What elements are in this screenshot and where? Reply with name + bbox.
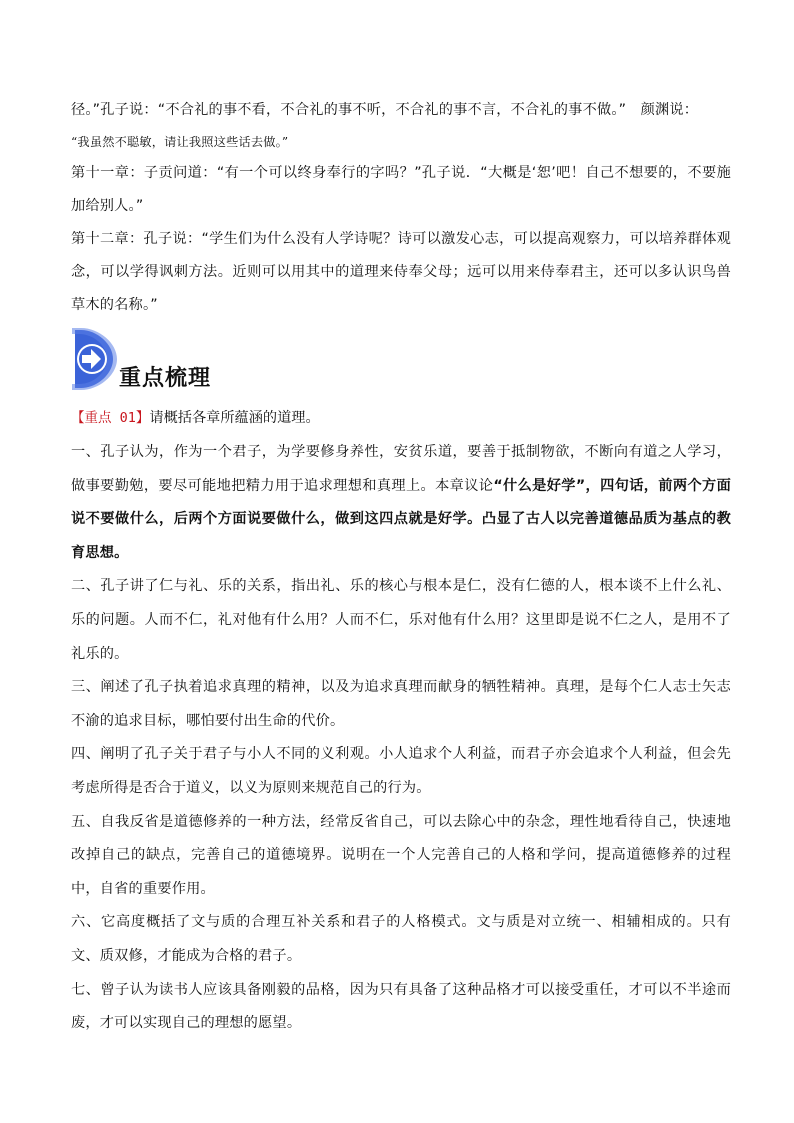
arrow-right-circle-icon (71, 328, 119, 390)
section-title: 重点梳理 (119, 365, 212, 391)
list-item-2: 二、孔子讲了仁与礼、乐的关系，指出礼、乐的核心与根本是仁，没有仁德的人，根本谈不上什么礼、乐的问题。人而不仁，礼对他有什么用？人而不仁，乐对他有什么用？这里即是说不仁之人，是用不了礼乐的。 (71, 578, 731, 662)
list-item-4: 四、阐明了孔子关于君子与小人不同的义利观。小人追求个人利益，而君子亦会追求个人利益，但会先考虑所得是否合于道义，以义为原则来规范自己的行为。 (71, 746, 731, 796)
list-item-3: 三、阐述了孔子执着追求真理的精神，以及为追求真理而献身的牺牲精神。真理，是每个仁人志士矢志不渝的追求目标，哪怕要付出生命的代价。 (71, 679, 731, 729)
list-item-1-text: 一、孔子认为，作为一个君子，为学要修身养性，安贫乐道，要善于抵制物欲，不断向有道之人学习，做事要勤勉，要尽可能地把精力用于追求理想和真理上。本章议论 (71, 444, 731, 494)
key-point-list (71, 436, 731, 1041)
section-header (71, 328, 731, 404)
list-item-7: 七、曾子认为读书人应该具备刚毅的品格，因为只有具备了这种品格才可以接受重任，才可以不半途而废，才可以实现自己的理想的愿望。 (71, 981, 731, 1032)
paragraph-chapter-11: 第十一章：子贡问道：“有一个可以终身奉行的字吗？”孔子说．“大概是‘恕’吧！自己不想要的，不要施加给别人。” (71, 165, 731, 214)
list-item-6: 六、它高度概括了文与质的合理互补关系和君子的人格模式。文与质是对立统一、相辅相成的。只有文、质双修，才能成为合格的君子。 (71, 914, 731, 964)
paragraph-intro-line1: 径。”孔子说：“不合礼的事不看，不合礼的事不听，不合礼的事不言，不合礼的事不做。” 颜渊说： (71, 102, 699, 118)
paragraph-chapter-12: 第十二章：孔子说：“学生们为什么没有人学诗呢？诗可以激发心志，可以提高观察力，可以培养群体观念，可以学得讽刺方法。近则可以用其中的道理来侍奉父母；远可以用来侍奉君主，还可以多认识鸟兽草木的名称。” (71, 231, 731, 313)
paragraph-intro-line2: “我虽然不聪敏，请让我照这些话去做。” (71, 135, 289, 149)
list-item-1-bold-text: “什么是好学”，四句话，前两个方面说不要做什么，后两个方面说要做什么，做到这四点就是好学。凸显了古人以完善道德品质为基点的教育思想。 (71, 477, 731, 561)
key-point-question: 请概括各章所蕴涵的道理。 (149, 410, 320, 426)
document-page (71, 94, 731, 1041)
list-item-5: 五、自我反省是道德修养的一种方法，经常反省自己，可以去除心中的杂念，理性地看待自己，快速地改掉自己的缺点，完善自己的道德境界。说明在一个人完善自己的人格和学问，提高道德修养的过程中，自省的重要作用。 (71, 813, 731, 897)
key-point-tag: 【重点 01】 (71, 410, 150, 426)
list-item-1 (71, 436, 731, 570)
key-point-line (71, 404, 731, 432)
